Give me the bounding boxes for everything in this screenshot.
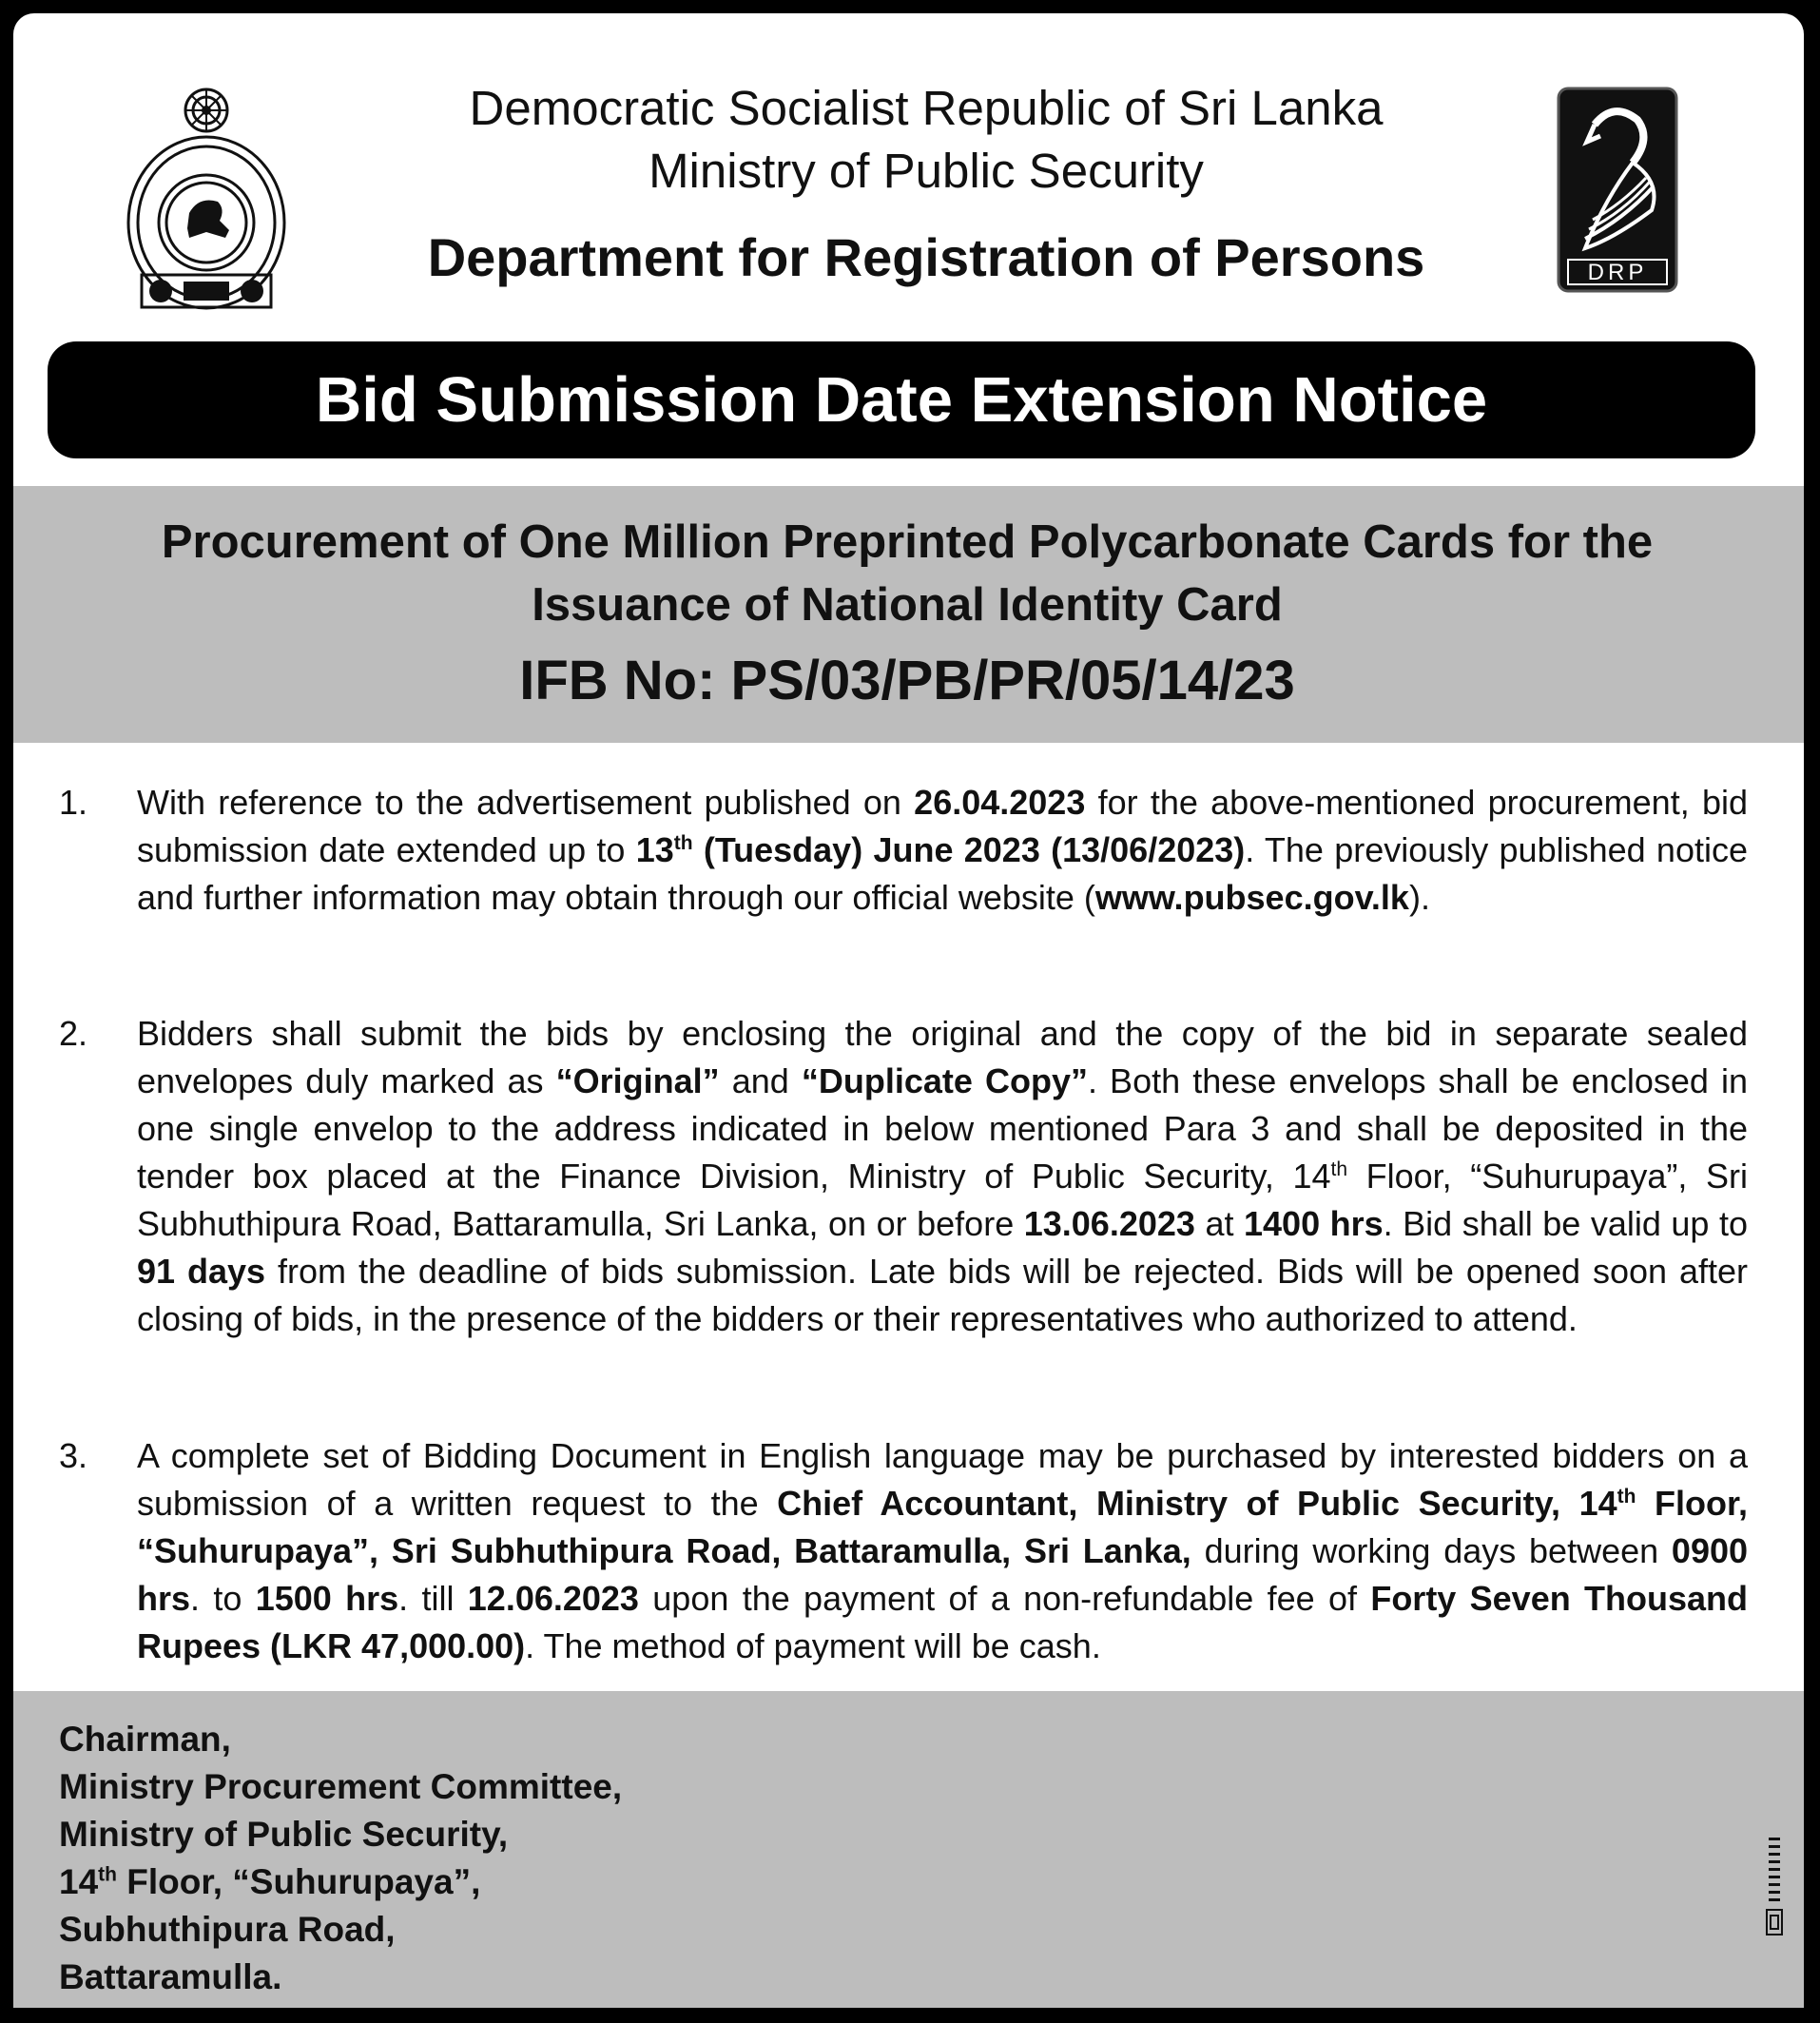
signature-line: Ministry Procurement Committee, — [59, 1767, 623, 1806]
clause-text: Bidders shall submit the bids by enclosing the original and the copy of the bid in separate sealed envelopes duly marked as “Original” and “Duplicate Copy”. Both these envelops shall be enclosed in one single envelop to the address indicated in below mentioned Para 3 and shall be deposited in the tender box placed at the Finance Division, Ministry of Public Security, 14th Floor, “Suhurupaya”, Sri Subhuthipura Road, Battaramulla, Sri Lanka, on or before 13.06.2023 at 1400 hrs. Bid shall be valid up to 91 days from the deadline of bids submission. Late bids will be rejected. Bids will be opened soon after closing of bids, in the presence of the bidders or their representatives who authorized to attend. — [137, 1014, 1749, 1338]
drp-swan-logo — [1557, 87, 1678, 293]
website-link: www.pubsec.gov.lk — [1094, 878, 1409, 917]
clause-number: 1. — [59, 783, 88, 822]
country-name: Democratic Socialist Republic of Sri Lanka — [469, 81, 1384, 135]
sri-lanka-emblem-icon — [123, 80, 290, 312]
procurement-title: Procurement of One Million Preprinted Polycarbonate Cards for the Issuance of National Identity Card — [161, 516, 1654, 631]
notice-title: Bid Submission Date Extension Notice — [315, 364, 1488, 436]
drp-logo-text: DRP — [1587, 260, 1648, 285]
signature-line: Ministry of Public Security, — [59, 1815, 509, 1854]
clause-number: 2. — [59, 1014, 88, 1053]
notice-title-bar — [48, 341, 1755, 458]
signature-line: Chairman, — [59, 1720, 231, 1759]
clause-text: With reference to the advertisement published on 26.04.2023 for the above-mentioned procurement, bid submission date extended up to 13th (Tuesday) June 2023 (13/06/2023). The previously published notice and further information may obtain through our official website (www.pubsec.gov.lk). — [137, 783, 1748, 917]
department-name: Department for Registration of Persons — [427, 227, 1425, 287]
procurement-band — [13, 486, 1804, 743]
agency-mark-icon — [1765, 1834, 1784, 1938]
signature-block — [59, 1716, 622, 2001]
notice-page — [13, 13, 1804, 2008]
signature-line: Battaramulla. — [59, 1957, 282, 1996]
signature-band — [13, 1691, 1804, 2008]
ifb-number: IFB No: PS/03/PB/PR/05/14/23 — [519, 650, 1295, 711]
ministry-name: Ministry of Public Security — [649, 144, 1204, 198]
clause-number: 3. — [59, 1436, 88, 1475]
clause-text: A complete set of Bidding Document in English language may be purchased by interested bidders on a submission of a written request to the Chief Accountant, Ministry of Public Security, 14th Floor, “Suhurupaya”, Sri Subhuthipura Road, Battaramulla, Sri Lanka, during working days between 0900 hrs. to 1500 hrs. till 12.06.2023 upon the payment of a non-refundable fee of Forty Seven Thousand Rupees (LKR 47,000.00). The method of payment will be cash. — [137, 1436, 1749, 1665]
signature-line: Subhuthipura Road, — [59, 1910, 396, 1949]
signature-line: 14th Floor, “Suhurupaya”, — [59, 1862, 481, 1901]
